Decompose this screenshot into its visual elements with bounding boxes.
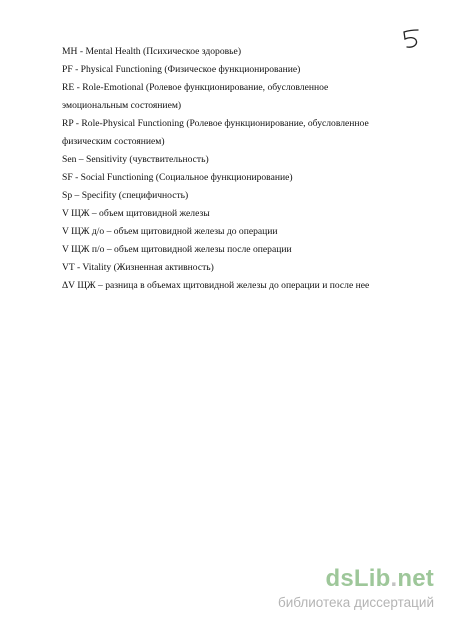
abbreviation-sen: Sen – Sensitivity (чувствительность) <box>62 154 209 165</box>
abbreviation-sf: SF - Social Functioning (Социальное функционирование) <box>62 172 293 183</box>
abbreviation-vt: VT - Vitality (Жизненная активность) <box>62 262 214 273</box>
abbreviation-pf: PF - Physical Functioning (Физическое функционирование) <box>62 64 301 75</box>
dslib-tagline: библиотека диссертаций <box>277 595 434 610</box>
abbreviation-v-thyroid: V ЩЖ – объем щитовидной железы <box>62 208 210 219</box>
abbreviation-sp: Sp – Specifity (специфичность) <box>62 190 189 201</box>
abbreviation-v-thyroid-postop: V ЩЖ п/о – объем щитовидной железы после операции <box>62 244 292 255</box>
abbreviation-list <box>62 43 432 295</box>
abbreviation-re-continued: эмоциональным состоянием) <box>62 100 182 111</box>
dslib-watermark <box>234 567 434 612</box>
abbreviation-mh: MH - Mental Health (Психическое здоровье) <box>62 46 242 57</box>
abbreviation-v-thyroid-preop: V ЩЖ д/о – объем щитовидной железы до операции <box>62 226 278 237</box>
dslib-logo <box>234 567 434 591</box>
abbreviation-rp: RP - Role-Physical Functioning (Ролевое функционирование, обусловленное <box>62 118 369 129</box>
abbreviation-delta-v: ΔV ЩЖ – разница в объемах щитовидной железы до операции и после нее <box>62 280 370 291</box>
logo-tld-text: net <box>397 565 434 592</box>
logo-dot: . <box>390 565 398 592</box>
logo-main-text: dsLib <box>325 565 391 592</box>
abbreviation-re: RE - Role-Emotional (Ролевое функционирование, обусловленное <box>62 82 329 93</box>
abbreviation-rp-continued: физическим состоянием) <box>62 136 165 147</box>
